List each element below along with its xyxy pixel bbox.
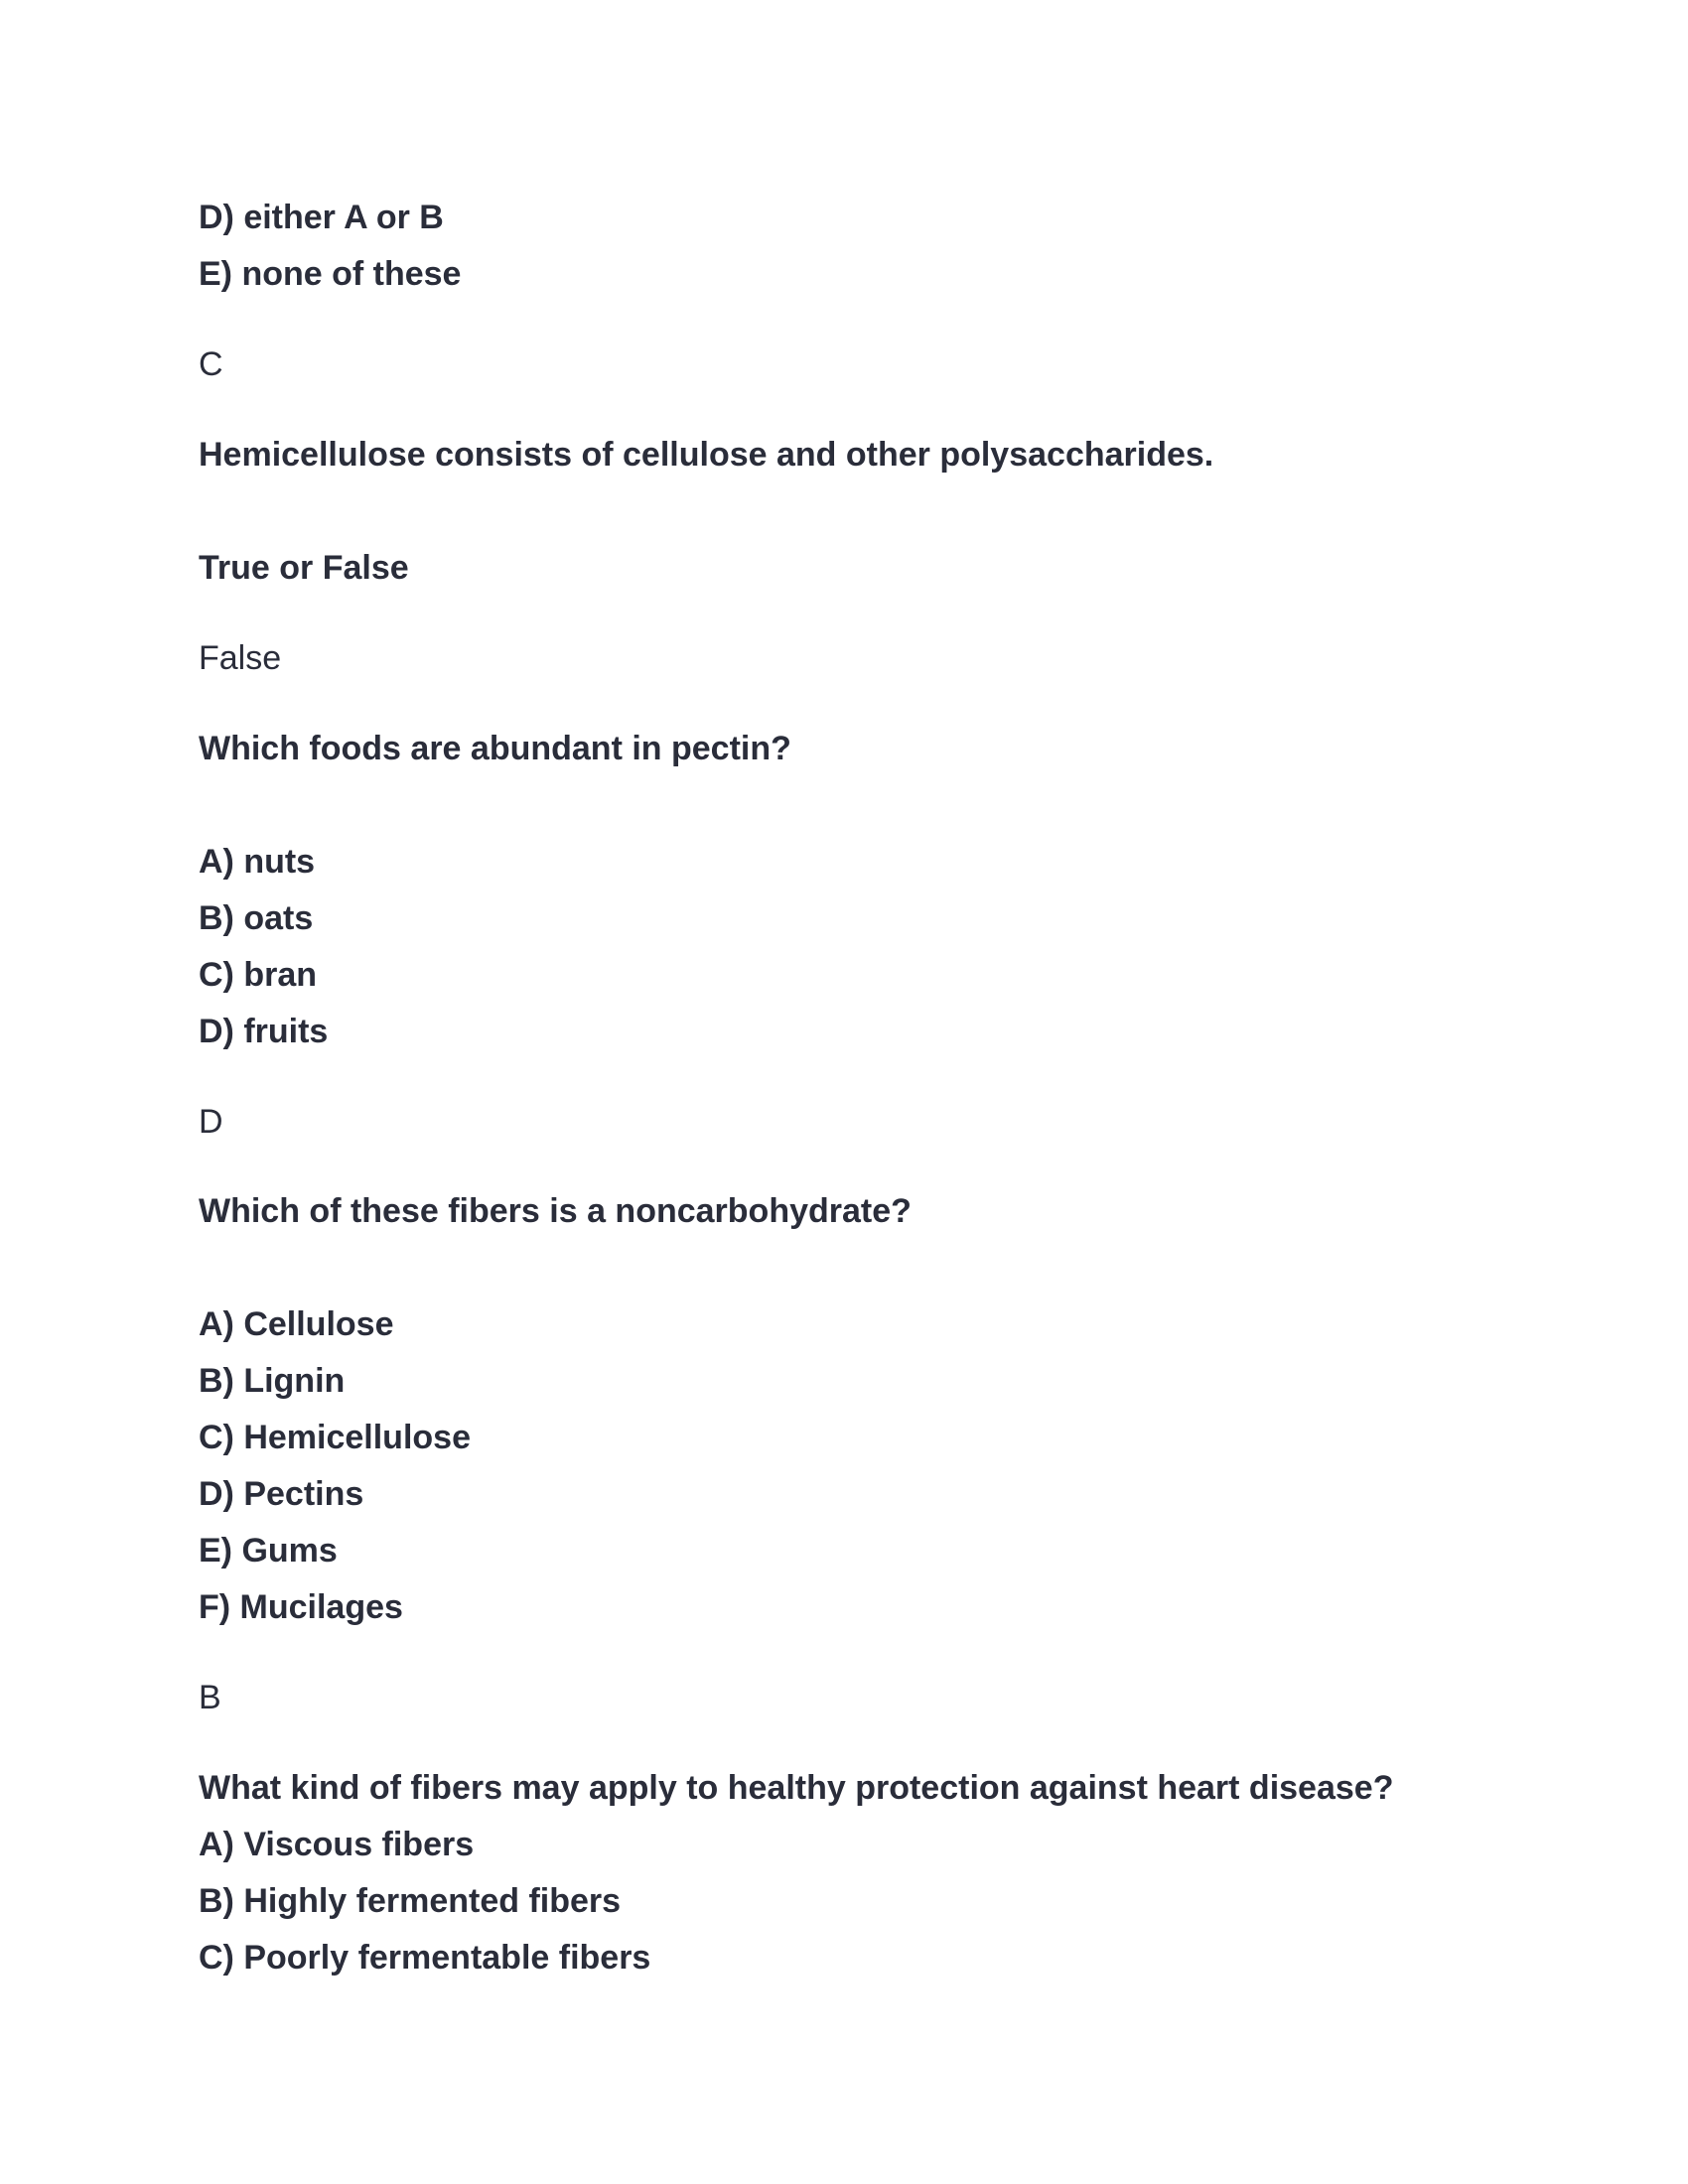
option-b: B) Highly fermented fibers <box>199 1882 622 1920</box>
option-a: A) nuts <box>199 843 316 881</box>
option-d: D) Pectins <box>199 1475 364 1513</box>
answer: False <box>199 639 282 677</box>
option-d: D) fruits <box>199 1013 329 1050</box>
answer: C <box>199 345 223 383</box>
option-e: E) none of these <box>199 255 462 293</box>
question-prompt: True or False <box>199 549 409 587</box>
answer: D <box>199 1103 223 1141</box>
question: What kind of fibers may apply to healthy protection against heart disease? <box>199 1769 1394 1807</box>
option-c: C) Poorly fermentable fibers <box>199 1939 651 1977</box>
option-e: E) Gums <box>199 1532 338 1570</box>
answer: B <box>199 1679 221 1716</box>
question: Which foods are abundant in pectin? <box>199 730 791 767</box>
option-a: A) Cellulose <box>199 1305 394 1343</box>
option-c: C) bran <box>199 956 317 994</box>
option-d: D) either A or B <box>199 199 444 236</box>
option-b: B) oats <box>199 899 314 937</box>
option-f: F) Mucilages <box>199 1588 403 1626</box>
question: Which of these fibers is a noncarbohydrate? <box>199 1192 912 1230</box>
option-c: C) Hemicellulose <box>199 1419 471 1456</box>
question: Hemicellulose consists of cellulose and other polysaccharides. <box>199 436 1214 474</box>
option-a: A) Viscous fibers <box>199 1826 475 1863</box>
option-b: B) Lignin <box>199 1362 346 1400</box>
